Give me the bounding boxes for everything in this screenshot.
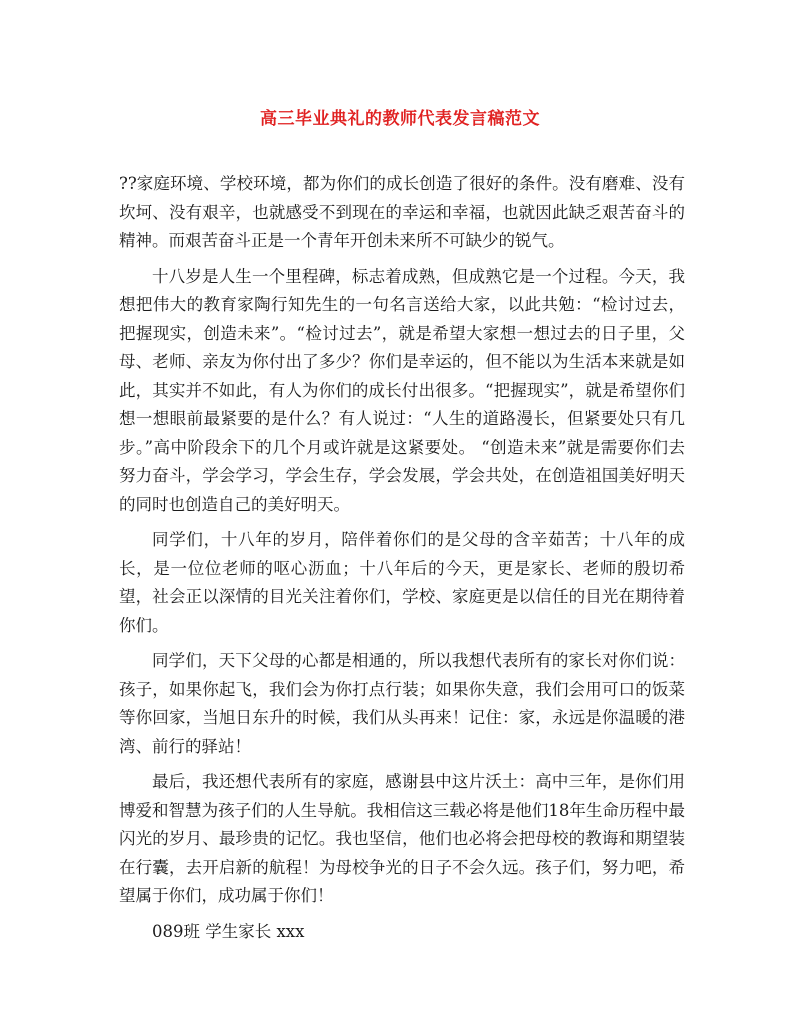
paragraph-1: ??家庭环境、学校环境，都为你们的成长创造了很好的条件。没有磨难、没有坎坷、没有艰辛，也就感受不到现在的幸运和幸福，也就因此缺乏艰苦奋斗的精神。而艰苦奋斗正是一个青年开创未来所不可缺少的锐气。 — [119, 174, 685, 250]
paragraph-3: 同学们，十八年的岁月，陪伴着你们的是父母的含辛茹苦；十八年的成长，是一位位老师的呕心沥血；十八年后的今天，更是家长、老师的殷切希望，社会正以深情的目光关注着你们，学校、家庭更是以信任的目光在期待着你们。 — [119, 530, 685, 635]
signature-line: 089班 学生家长 xxx — [152, 921, 305, 941]
document-body — [119, 170, 685, 953]
paragraph-4: 同学们，天下父母的心都是相通的，所以我想代表所有的家长对你们说：孩子，如果你起飞，我们会为你打点行装；如果你失意，我们会用可口的饭菜等你回家，当旭日东升的时候，我们从头再来！记住：家，永远是你温暖的港湾、前行的驿站！ — [119, 651, 685, 756]
paragraph-5: 最后，我还想代表所有的家庭，感谢县中这片沃土：高中三年，是你们用博爱和智慧为孩子们的人生导航。我相信这三载必将是他们18年生命历程中最闪光的岁月、最珍贵的记忆。我也坚信，他们也必将会把母校的教诲和期望装在行囊，去开启新的航程！为母校争光的日子不会久远。孩子们，努力吧，希望属于你们，成功属于你们！ — [119, 772, 685, 905]
document-title: 高三毕业典礼的教师代表发言稿范文 — [260, 109, 540, 129]
paragraph-2: 十八岁是人生一个里程碑，标志着成熟，但成熟它是一个过程。今天，我想把伟大的教育家陶行知先生的一句名言送给大家，以此共勉：“检讨过去，把握现实，创造未来”。“检讨过去”，就是希望大家想一想过去的日子里，父母、老师、亲友为你付出了多少？你们是幸运的，但不能以为生活本来就是如此，其实并不如此，有人为你们的成长付出很多。“把握现实”，就是希望你们想一想眼前最紧要的是什么？有人说过：“人生的道路漫长，但紧要处只有几步。”高中阶段余下的几个月或许就是这紧要处。 “创造未来”就是需要你们去努力奋斗，学会学习，学会生存，学会发展，学会共处，在创造祖国美好明天的同时也创造自己的美好明天。 — [119, 266, 685, 514]
